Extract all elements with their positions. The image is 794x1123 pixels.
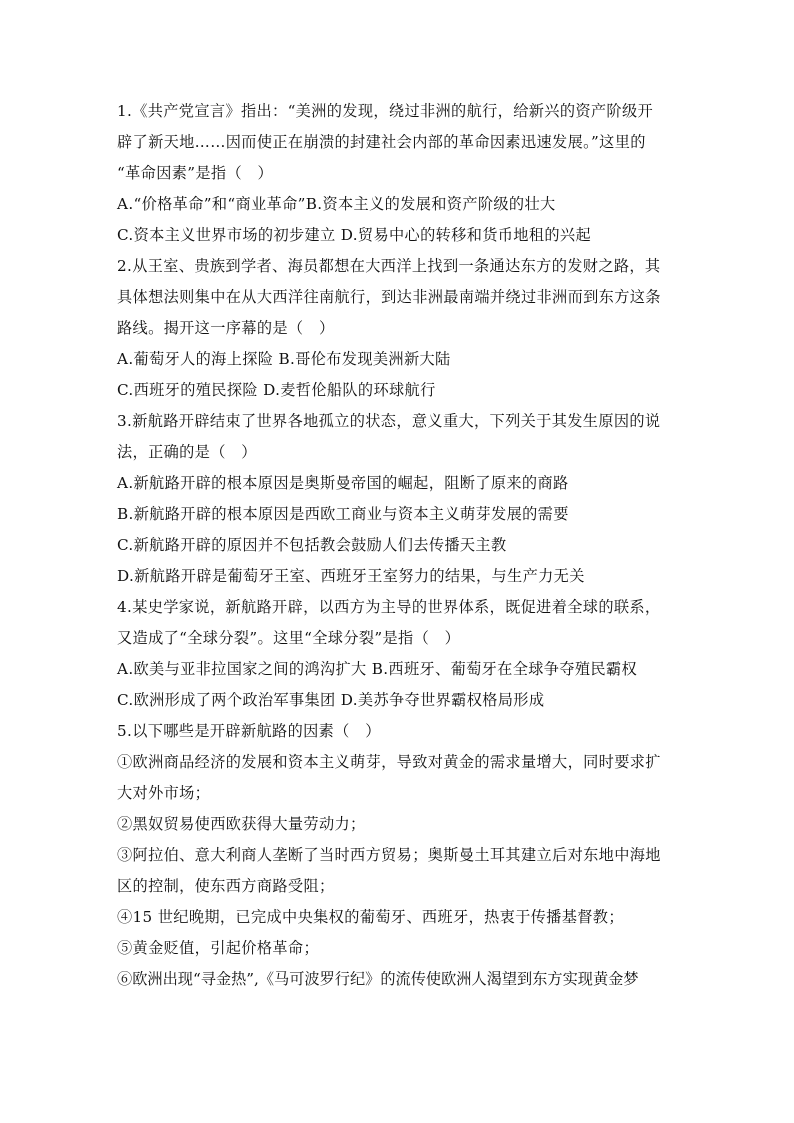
question-1-stem-line-3: “革命因素”是指（ ） xyxy=(117,164,274,182)
question-3-stem-line-2: 法，正确的是（ ） xyxy=(117,443,257,461)
question-3-option-a: A.新航路开辟的根本原因是奥斯曼帝国的崛起，阻断了原来的商路 xyxy=(117,474,569,492)
question-2 xyxy=(117,251,679,406)
question-1-options-ab: A.“价格革命”和“商业革命”B.资本主义的发展和资产阶级的壮大 xyxy=(117,195,556,213)
question-2-options-ab: A.葡萄牙人的海上探险 B.哥伦布发现美洲新大陆 xyxy=(117,350,451,368)
question-3-option-c: C.新航路开辟的原因并不包括教会鼓励人们去传播天主教 xyxy=(117,536,507,554)
question-2-stem-line-2: 具体想法则集中在从大西洋往南航行，到达非洲最南端并绕过非洲而到东方这条 xyxy=(117,288,661,306)
question-2-options-cd: C.西班牙的殖民探险 D.麦哲伦船队的环球航行 xyxy=(117,381,436,399)
question-2-stem-line-3: 路线。揭开这一序幕的是（ ） xyxy=(117,319,335,337)
document-page xyxy=(117,96,679,995)
question-3-option-b: B.新航路开辟的根本原因是西欧工商业与资本主义萌芽发展的需要 xyxy=(117,505,569,523)
question-1-stem-line-1: 1.《共产党宣言》指出：“美洲的发现，绕过非洲的航行，给新兴的资产阶级开 xyxy=(117,102,654,120)
question-4-stem-line-2: 又造成了“全球分裂”。这里“全球分裂”是指（ ） xyxy=(117,629,461,647)
question-4-options-cd: C.欧洲形成了两个政治军事集团 D.美苏争夺世界霸权格局形成 xyxy=(117,691,545,709)
question-5-item-5: ⑤黄金贬值，引起价格革命； xyxy=(117,939,319,957)
question-3-stem-line-1: 3.新航路开辟结束了世界各地孤立的状态，意义重大，下列关于其发生原因的说 xyxy=(117,412,661,430)
question-3-option-d: D.新航路开辟是葡萄牙王室、西班牙王室努力的结果，与生产力无关 xyxy=(117,567,585,585)
question-5-stem-line-1: 5.以下哪些是开辟新航路的因素（ ） xyxy=(117,722,381,740)
question-5-item-3-line-2: 区的控制，使东西方商路受阻； xyxy=(117,877,335,895)
question-5-item-6: ⑥欧洲出现“寻金热”,《马可波罗行纪》的流传使欧洲人渴望到东方实现黄金梦 xyxy=(117,970,639,988)
question-5-item-1-line-2: 大对外市场； xyxy=(117,784,211,802)
question-4-options-ab: A.欧美与亚非拉国家之间的鸿沟扩大 B.西班牙、葡萄牙在全球争夺殖民霸权 xyxy=(117,660,638,678)
question-1 xyxy=(117,96,679,251)
question-3 xyxy=(117,406,679,592)
question-5-item-2: ②黑奴贸易使西欧获得大量劳动力； xyxy=(117,815,366,833)
question-4-stem-line-1: 4.某史学家说，新航路开辟，以西方为主导的世界体系，既促进着全球的联系， xyxy=(117,598,661,616)
question-2-stem-line-1: 2.从王室、贵族到学者、海员都想在大西洋上找到一条通达东方的发财之路，其 xyxy=(117,257,661,275)
question-5-item-3-line-1: ③阿拉伯、意大利商人垄断了当时西方贸易；奥斯曼土耳其建立后对东地中海地 xyxy=(117,846,661,864)
question-1-options-cd: C.资本主义世界市场的初步建立 D.贸易中心的转移和货币地租的兴起 xyxy=(117,226,591,244)
question-5-item-4: ④15 世纪晚期，已完成中央集权的葡萄牙、西班牙，热衷于传播基督教； xyxy=(117,908,624,926)
question-1-stem-line-2: 辟了新天地……因而使正在崩溃的封建社会内部的革命因素迅速发展。”这里的 xyxy=(117,133,646,151)
question-5 xyxy=(117,716,679,995)
question-4 xyxy=(117,592,679,716)
question-5-item-1-line-1: ①欧洲商品经济的发展和资本主义萌芽，导致对黄金的需求量增大，同时要求扩 xyxy=(117,753,661,771)
